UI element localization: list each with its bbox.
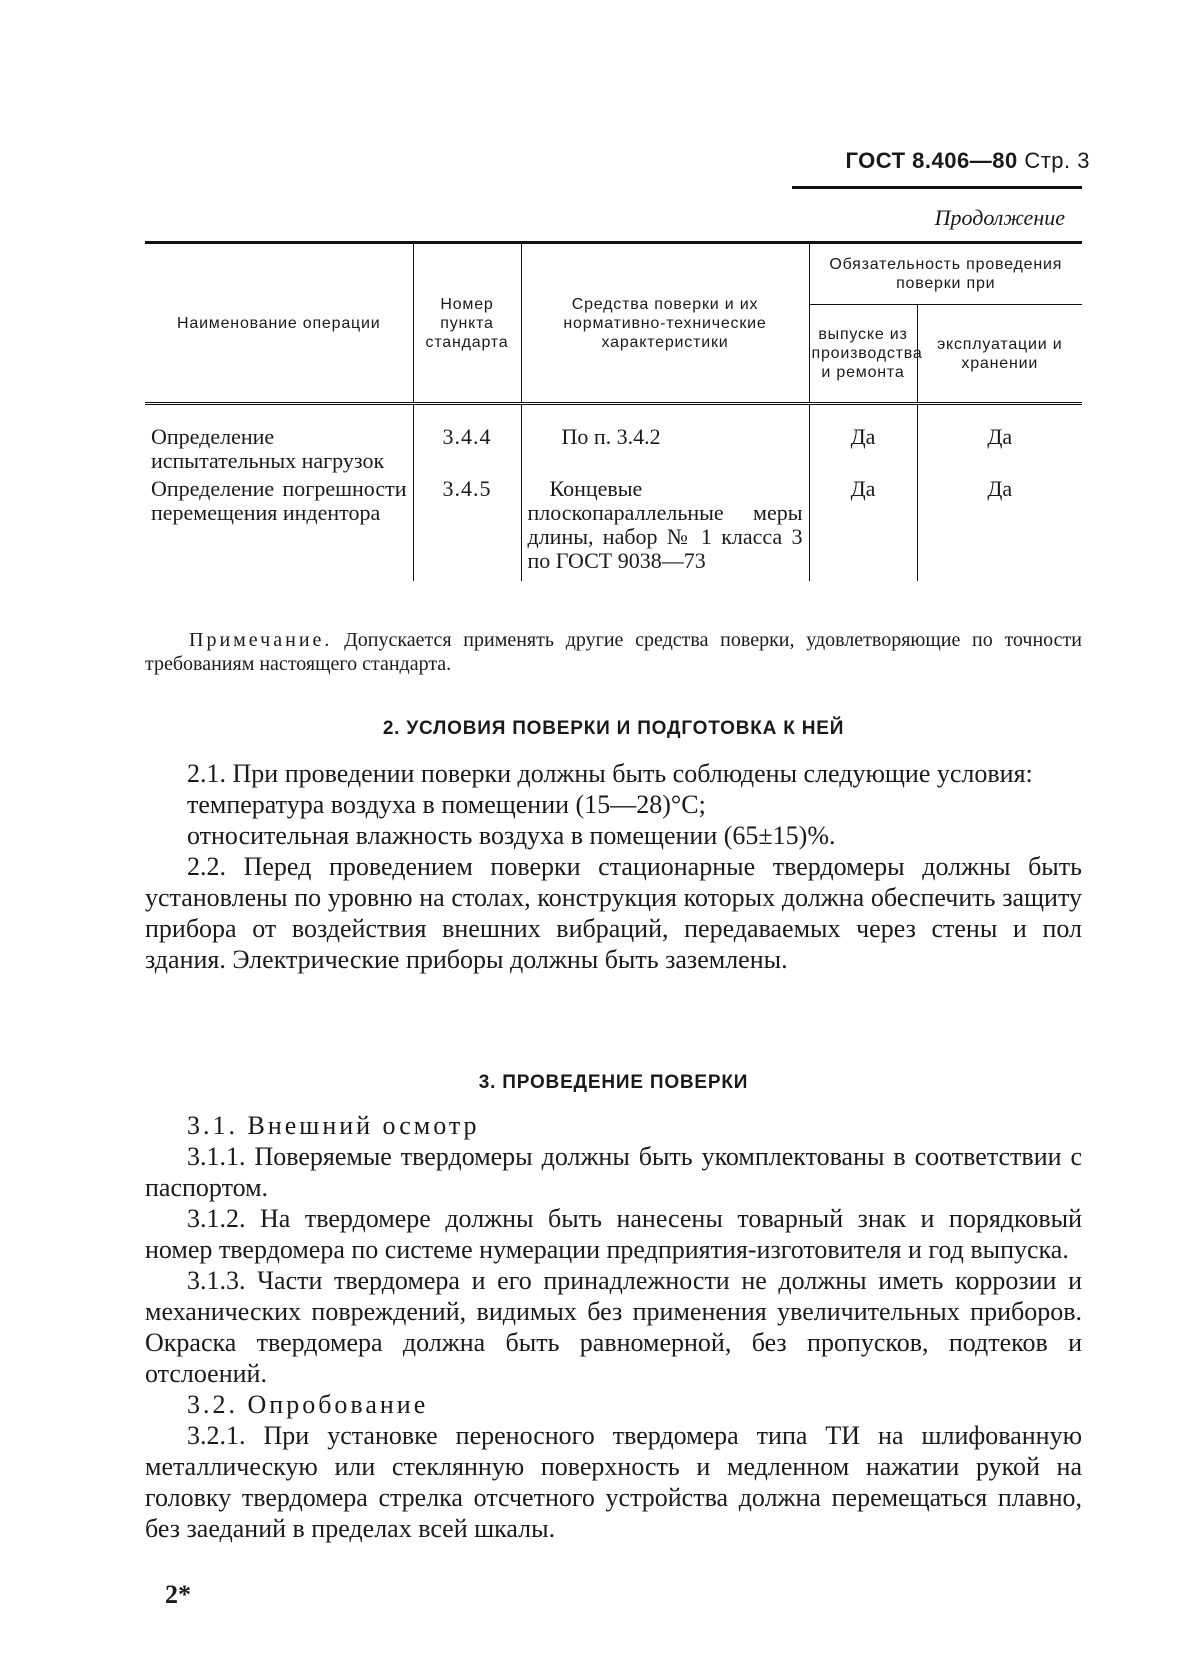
row2-clause: 3.4.5 (413, 475, 521, 581)
table-note (145, 628, 1082, 676)
heading-3-2: 3.2. Опробование (187, 1390, 429, 1419)
table-row (145, 404, 1082, 476)
row2-operation: Определение погрешности перемещения индентора (151, 476, 407, 525)
header-operation-storage: эксплуатации и хранении (917, 305, 1082, 404)
page-label: Стр. 3 (1024, 148, 1090, 173)
header-clause: Номер пункта стандарта (413, 243, 521, 404)
condition-humidity: относительная влажность воздуха в помещении (65±15)%. (187, 821, 836, 850)
row1-release: Да (809, 404, 917, 476)
heading-3-1: 3.1. Внешний осмотр (187, 1111, 480, 1140)
section3-body (145, 1110, 1082, 1544)
standard-number: ГОСТ 8.406—80 (845, 148, 1018, 173)
header-operation: Наименование операции (177, 314, 381, 332)
para-3-1-3: 3.1.3. Части твердомера и его принадлежности не должны иметь коррозии и механических повреждений, видимых без применения увеличительных приборов. Окраска твердомера должна быть равномерной, без пропусков, подтеков и отслоений. (145, 1266, 1082, 1388)
header-rule (792, 186, 1082, 189)
row2-release: Да (809, 475, 917, 581)
row1-means: По п. 3.4.2 (521, 404, 809, 476)
para-2-1: 2.1. При проведении поверки должны быть соблюдены следующие условия: (187, 759, 1033, 788)
para-3-1-2: 3.1.2. На твердомере должны быть нанесены товарный знак и порядковый номер твердомера по системе нумерации предприятия-изготовителя и год выпуска. (145, 1204, 1082, 1264)
condition-temperature: температура воздуха в помещении (15—28)°С; (187, 790, 706, 819)
row1-clause: 3.4.4 (413, 404, 521, 476)
para-2-2: 2.2. Перед проведением поверки стационарные твердомеры должны быть установлены по уровню на столах, конструкция которых должна обеспечить защиту прибора от воздействия внешних вибраций, передаваемых через стены и пол здания. Электрические приборы должны быть заземлены. (145, 852, 1082, 974)
section3-title: 3. ПРОВЕДЕНИЕ ПОВЕРКИ (478, 1072, 749, 1093)
operations-table (145, 241, 1082, 581)
note-label: Примечание. (189, 629, 333, 651)
note-text: Допускается применять другие средства поверки, удовлетворяющие по точности требованиям настоящего стандарта. (145, 629, 1082, 675)
row2-means: Концевые плоскопараллельные меры длины, набор № 1 класса 3 по ГОСТ 9038—73 (521, 475, 809, 581)
continuation-label: Продолжение (934, 205, 1065, 230)
page-header (845, 148, 1090, 174)
section2-title: 2. УСЛОВИЯ ПОВЕРКИ И ПОДГОТОВКА К НЕЙ (382, 718, 845, 739)
para-3-1-1: 3.1.1. Поверяемые твердомеры должны быть укомплектованы в соответствии с паспортом. (145, 1142, 1082, 1202)
section2-body (145, 758, 1082, 975)
row1-operation: Определение испытательных нагрузок (151, 424, 385, 473)
para-3-2-1: 3.2.1. При установке переносного твердомера типа ТИ на шлифованную металлическую или стеклянную поверхность и медленном нажатии рукой на головку твердомера стрелка отсчетного устройства должна перемещаться плавно, без заеданий в пределах всей шкалы. (145, 1421, 1082, 1543)
row2-operation-storage: Да (917, 475, 1082, 581)
table-row (145, 475, 1082, 581)
page-number: 2* (165, 1580, 191, 1609)
header-mandatory: Обязательность проведения поверки при (809, 243, 1082, 305)
row1-operation-storage: Да (917, 404, 1082, 476)
header-release: выпуске из производства и ремонта (809, 305, 917, 404)
header-means: Средства поверки и их нормативно-технические характеристики (521, 243, 809, 404)
